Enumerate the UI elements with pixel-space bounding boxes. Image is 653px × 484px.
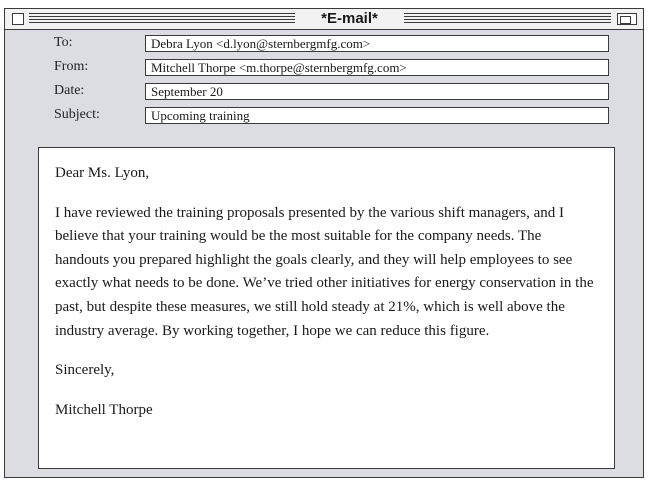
subject-label: Subject: bbox=[54, 107, 100, 122]
title-bar-stripes bbox=[29, 13, 295, 25]
close-box-icon[interactable] bbox=[12, 13, 24, 25]
greeting: Dear Ms. Lyon, bbox=[55, 165, 150, 181]
message-paragraph: I have reviewed the training proposals presented by the various shift managers, and I believe that your training would be the most suitable for the company needs. The handouts you prepared highlight the goals clearly, and they will help employees to see exactly what needs to be done. We’ve tried other initiatives for energy conservation in the past, but despite these measures, we still hold steady at 21%, which is well above the industry average. By working together, I hope we can reduce this figure. bbox=[55, 204, 594, 339]
zoom-box-icon[interactable] bbox=[617, 13, 637, 25]
to-row bbox=[5, 33, 643, 53]
from-field[interactable]: Mitchell Thorpe <m.thorpe@sternbergmfg.com> bbox=[145, 59, 609, 76]
date-field[interactable]: September 20 bbox=[145, 83, 609, 100]
signature: Mitchell Thorpe bbox=[55, 401, 153, 418]
title-bar[interactable] bbox=[5, 9, 643, 30]
date-row bbox=[5, 81, 643, 101]
window-title: *E-mail* bbox=[295, 9, 404, 29]
to-field[interactable]: Debra Lyon <d.lyon@sternbergmfg.com> bbox=[145, 35, 609, 52]
message-body[interactable] bbox=[38, 147, 615, 469]
subject-field[interactable]: Upcoming training bbox=[145, 107, 609, 124]
title-bar-stripes bbox=[404, 13, 611, 25]
closing: Sincerely, bbox=[55, 362, 115, 379]
email-window bbox=[4, 8, 644, 478]
to-label: To: bbox=[54, 35, 73, 50]
date-label: Date: bbox=[54, 83, 85, 98]
subject-row bbox=[5, 105, 643, 125]
from-label: From: bbox=[54, 59, 89, 74]
from-row bbox=[5, 57, 643, 77]
